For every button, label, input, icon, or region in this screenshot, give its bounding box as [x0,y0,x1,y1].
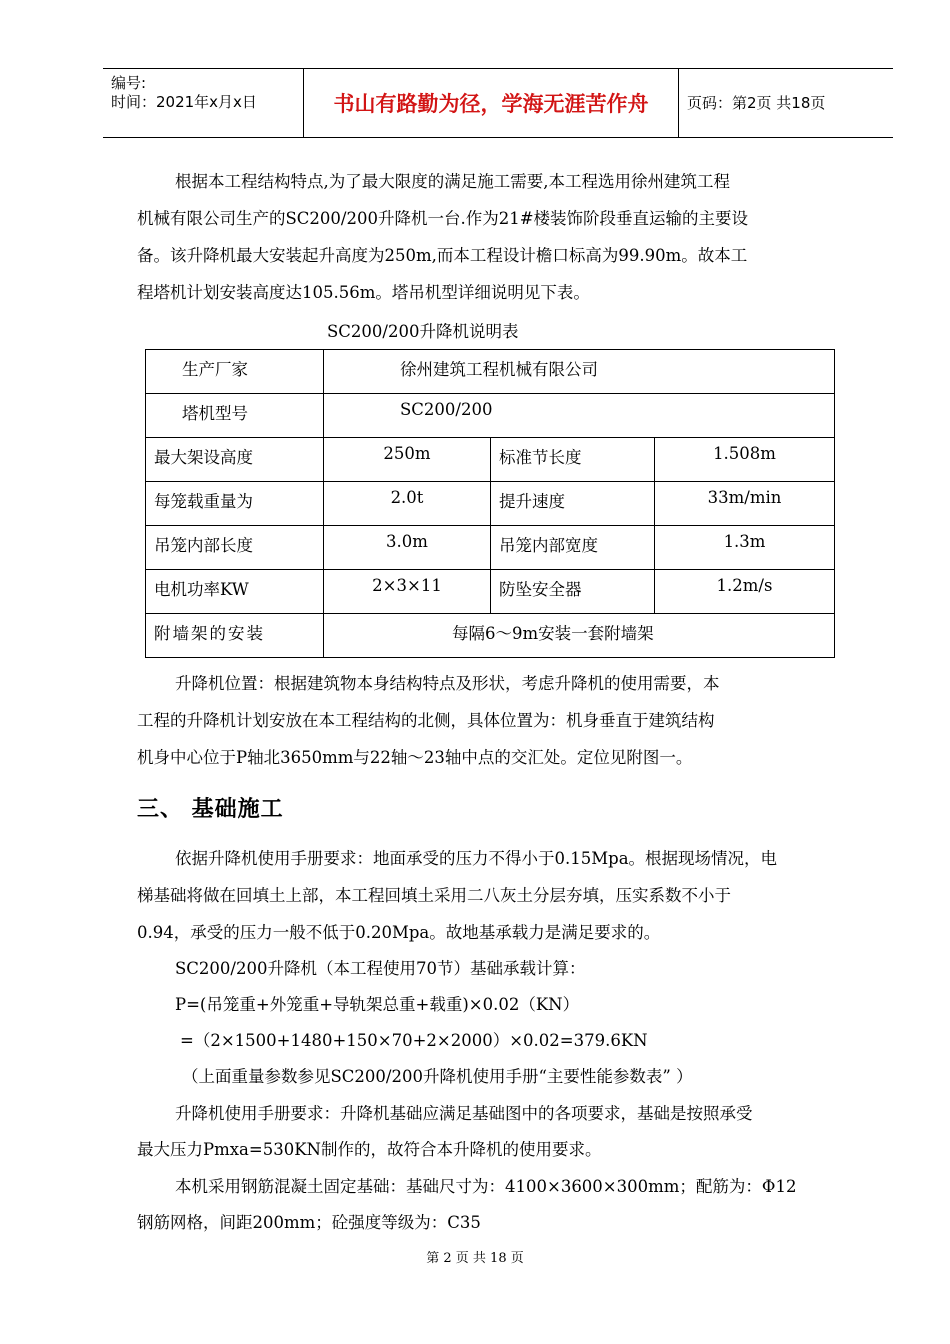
header-motto: 书山有路勤为径，学海无涯苦作舟 [303,69,679,137]
table-cell-label: 附墙架的安装 [146,614,324,658]
table-row [146,350,835,394]
table-cell-label: 提升速度 [491,482,655,526]
section-heading: 三、 基础施工 [137,797,284,822]
number-label: 编号: [111,74,147,92]
table-row [146,394,835,438]
table-cell-value: 2.0t [324,482,491,526]
table-caption: SC200/200升降机说明表 [327,322,519,341]
table-cell-label: 防坠安全器 [491,570,655,614]
header-meta [103,69,303,137]
formula-line: P=(吊笼重+外笼重+导轨架总重+载重)×0.02（KN） [175,995,580,1014]
table-cell-label: 每笼载重量为 [146,482,324,526]
page-header [103,68,893,138]
table-cell-value: 每隔6～9m安装一套附墙架 [324,614,835,658]
body-line: 梯基础将做在回填土上部，本工程回填土采用二八灰土分层夯填，压实系数不小于 [137,886,731,905]
table-cell-label: 吊笼内部长度 [146,526,324,570]
body-line: 钢筋网格，间距200mm；砼强度等级为：C35 [137,1213,481,1232]
note-line: （上面重量参数参见SC200/200升降机使用手册“主要性能参数表” ） [182,1067,693,1086]
table-row [146,614,835,658]
table-row [146,438,835,482]
page-footer: 第 2 页 共 18 页 [426,1251,524,1266]
body-line: 0.94，承受的压力一般不低于0.20Mpa。故地基承载力是满足要求的。 [137,923,661,942]
table-cell-value: 3.0m [324,526,491,570]
table-cell-label: 生产厂家 [146,350,324,394]
time-label: 时间：2021年x月x日 [111,93,257,111]
position-line: 机身中心位于P轴北3650mm与22轴～23轴中点的交汇处。定位见附图一。 [137,748,693,767]
body-line: 依据升降机使用手册要求：地面承受的压力不得小于0.15Mpa。根据现场情况，电 [175,849,778,868]
table-cell-label: 标准节长度 [491,438,655,482]
table-cell-value: SC200/200 [324,394,835,438]
table-cell-value: 1.2m/s [655,570,835,614]
table-cell-value: 250m [324,438,491,482]
body-line: SC200/200升降机（本工程使用70节）基础承载计算： [175,959,586,978]
table-row [146,570,835,614]
body-line: 最大压力Pmxa=530KN制作的，故符合本升降机的使用要求。 [137,1140,602,1159]
table-cell-value: 2×3×11 [324,570,491,614]
position-line: 升降机位置：根据建筑物本身结构特点及形状，考虑升降机的使用需要，本 [175,674,720,693]
table-row [146,526,835,570]
formula-line: =（2×1500+1480+150×70+2×2000）×0.02=379.6KN [180,1031,648,1050]
table-cell-label: 电机功率KW [146,570,324,614]
position-line: 工程的升降机计划安放在本工程结构的北侧，具体位置为：机身垂直于建筑结构 [137,711,715,730]
table-cell-label: 塔机型号 [146,394,324,438]
spec-table [145,349,835,658]
body-line: 本机采用钢筋混凝土固定基础：基础尺寸为：4100×3600×300mm；配筋为：Φ12 [175,1177,797,1196]
table-cell-value: 33m/min [655,482,835,526]
table-row [146,482,835,526]
table-cell-value: 1.508m [655,438,835,482]
table-cell-label: 最大架设高度 [146,438,324,482]
table-cell-value: 1.3m [655,526,835,570]
header-page-info: 页码：第2页 共18页 [687,94,826,112]
intro-line: 根据本工程结构特点,为了最大限度的满足施工需要,本工程选用徐州建筑工程 [175,172,730,191]
table-cell-label: 吊笼内部宽度 [491,526,655,570]
intro-line: 程塔机计划安装高度达105.56m。塔吊机型详细说明见下表。 [137,283,590,302]
intro-line: 机械有限公司生产的SC200/200升降机一台.作为21#楼装饰阶段垂直运输的主要设 [137,209,749,228]
body-line: 升降机使用手册要求：升降机基础应满足基础图中的各项要求，基础是按照承受 [175,1104,753,1123]
table-cell-value: 徐州建筑工程机械有限公司 [324,350,835,394]
intro-line: 备。该升降机最大安装起升高度为250m,而本工程设计檐口标高为99.90m。故本工 [137,246,748,265]
